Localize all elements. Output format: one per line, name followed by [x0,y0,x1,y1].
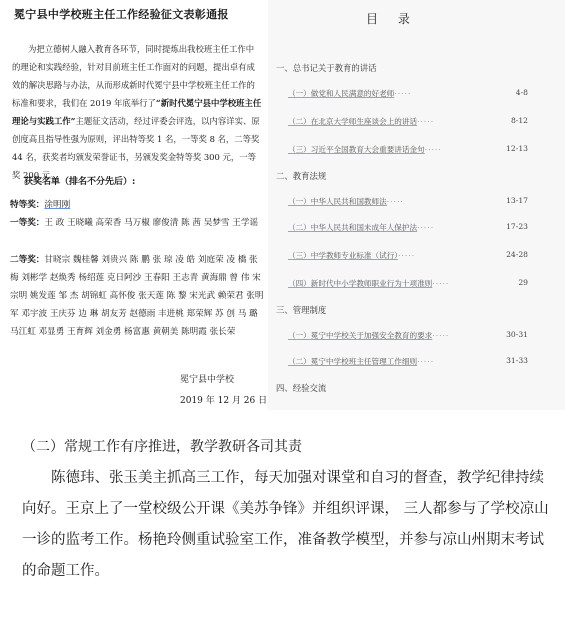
second-award-row [10,251,265,341]
toc-item[interactable]: （一）中华人民共和国教师法····· 13-17 [288,196,528,206]
toc-item-page: 29 [518,278,528,287]
toc-item-page: 31-33 [506,356,528,365]
toc-item-page: 17-23 [506,222,528,231]
notice-para-bold: “新时代冕宁县中学校班主任理论与实践工作” [12,98,262,126]
table-of-contents-page [268,0,565,410]
toc-item-text: （二）在北京大学师生座谈会上的讲话 [288,117,418,126]
first-award-label: 一等奖： [10,218,45,228]
second-award-label: 二等奖： [10,255,45,265]
toc-item[interactable]: （二）中华人民共和国未成年人保护法····· 17-23 [288,222,528,232]
second-award-names: 甘晓宗 魏桂馨 刘贵兴 陈 鹏 张 琼 凌 皓 刘庭荣 凌 橋 张 梅 刘彬学 赵焕秀 杨绍莲 克日阿沙 王春阳 王志青 黄海鼎 曾 伟 宋宗明 姚发莲 邹 杰 胡锦虹 高怀俊 张天莲 陈 黎 宋光武 赖荣君 张明军 邓宇波 王庆芬 边 琳 胡友芳 赵德雨 丰进桃 郑荣辉 苏 创 马 璐 马江虹 邓显勇 王育辉 刘金勇 杨富惠 黄朝美 陈明霞 张长荣 [10,255,264,337]
first-award-names: 王 政 王晓曦 高荣香 马万椒 廖俊清 陈 茜 吴梦雪 王学谣 [44,218,259,228]
notice-paragraph [12,40,262,184]
notice-para-pre: 为把立德树人融入教育各环节，同时提炼出我校班主任工作中的理论和实践经验，针对目前班主任工作面对的问题，提出卓有成效的解决思路与办法，从而形成新时代冕宁县中学校班主任工作的标准和要求，我们在 2019 年底举行了 [12,44,255,108]
report-body [22,432,552,587]
toc-item-text: （一）做党和人民满意的好老师 [288,89,395,98]
special-award-row [10,196,265,214]
toc-item[interactable]: （三）习近平全国教育大会重要讲话金句····· 12-13 [288,144,528,154]
special-award-names: 涂明刚 [44,200,71,210]
toc-item-page: 12-13 [506,144,528,153]
toc-item-page: 24-28 [506,250,528,259]
toc-item-page: 8-12 [510,116,528,125]
notice-title: 冕宁县中学校班主任工作经验征文表彰通报 [14,8,229,21]
toc-item-text: （三）习近平全国教育大会重要讲话金句 [288,145,425,154]
toc-item[interactable]: （一）冕宁中学校关于加强安全教育的要求····· 30-31 [288,330,528,340]
body-paragraph: 陈德玮、张玉美主抓高三工作，每天加强对课堂和自习的督查，教学纪律持续向好。王京上了一堂校级公开课《美苏争锋》并组织评课， 三人都参与了学校凉山一诊的监考工作。杨艳玲侧重试验室工作，准备教学模型，并参与凉山州期末考试的命题工作。 [22,470,549,579]
toc-item-text: （二）冕宁中学校班主任管理工作细则 [288,357,418,366]
toc-item[interactable]: （四）新时代中小学教师职业行为十项准则····· 29 [288,278,528,288]
toc-item-text: （三）中学教师专业标准（试行） [288,251,399,260]
special-award-label: 特等奖： [10,200,45,210]
toc-item-text: （四）新时代中小学教师职业行为十项准则 [288,279,433,288]
toc-title: 目 录 [366,12,418,26]
first-award-row [10,214,265,232]
notice-signature: 冕宁县中学校 [180,375,235,385]
toc-section: 一、总书记关于教育的讲话 [276,63,377,73]
toc-item-page: 30-31 [506,330,528,339]
award-list-title: 获奖名单（排名不分先后）: [24,177,136,187]
toc-item-text: （一）冕宁中学校关于加强安全教育的要求 [288,331,433,340]
toc-section: 三、管理制度 [276,305,327,315]
toc-item[interactable]: （一）做党和人民满意的好老师····· 4-8 [288,88,528,98]
toc-section: 四、经验交流 [276,383,327,393]
toc-item-text: （一）中华人民共和国教师法 [288,197,387,206]
notice-para-post: 主题征文活动，经过评委会评选，以内容详实、原创度高且指导性强为原则，评出特等奖 1 名，一等奖 8 名，二等奖 44 名，获奖者均颁发荣誉证书，另颁发奖金特等奖 300 元，一等奖 200 元。 [12,116,260,180]
section-heading: （二）常规工作有序推进，教学教研各司其责 [22,439,302,455]
toc-item-text: （二）中华人民共和国未成年人保护法 [288,223,418,232]
toc-item[interactable]: （三）中学教师专业标准（试行）····· 24-28 [288,250,528,260]
toc-item-page: 13-17 [506,196,528,205]
toc-item[interactable]: （二）冕宁中学校班主任管理工作细则····· 31-33 [288,356,528,366]
toc-item[interactable]: （二）在北京大学师生座谈会上的讲话····· 8-12 [288,116,528,126]
award-notice-page [0,0,268,405]
notice-date: 2019 年 12 月 26 日 [180,396,268,406]
toc-section: 二、教育法规 [276,171,327,181]
toc-item-page: 4-8 [515,88,528,97]
